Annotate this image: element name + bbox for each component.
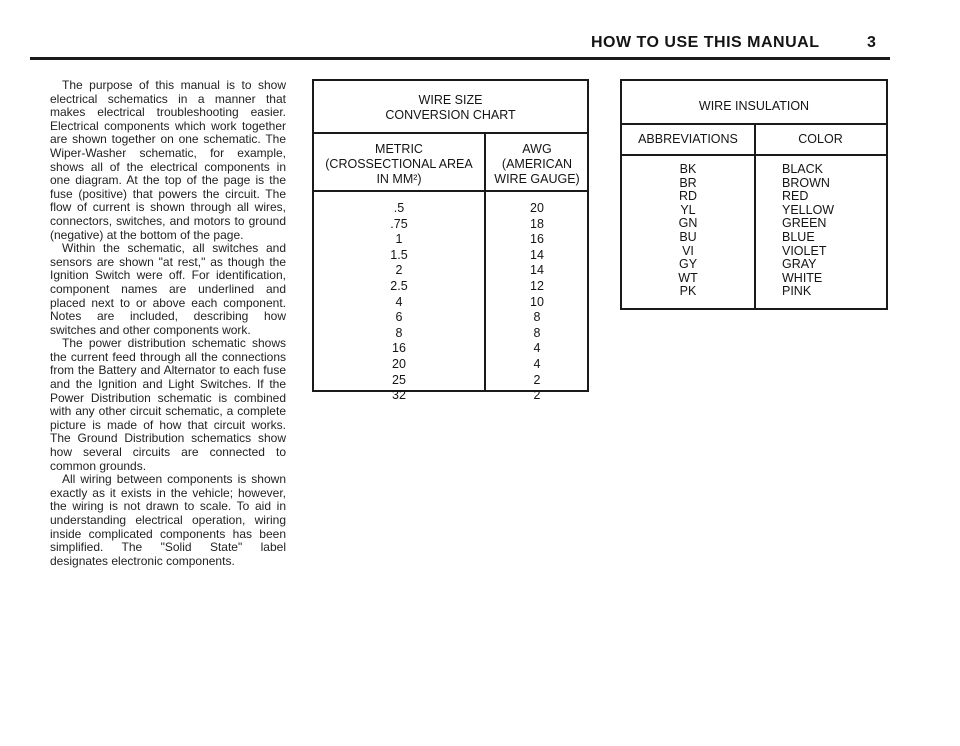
metric-cell: 4 [395, 294, 403, 309]
color-cell: PINK [782, 284, 812, 299]
table-row [622, 245, 886, 259]
abbreviation-cell: BU [679, 229, 697, 244]
table-row [314, 373, 587, 389]
awg-cell: 14 [530, 247, 544, 262]
table-row [622, 217, 886, 231]
color-cell: GRAY [782, 257, 817, 272]
header-line: (CROSSECTIONAL AREA [325, 157, 473, 171]
color-cell: RED [782, 189, 809, 204]
color-cell: BROWN [782, 175, 830, 190]
metric-cell: 2 [395, 263, 403, 278]
chart-title [314, 81, 587, 134]
abbreviation-cell: VI [682, 243, 694, 258]
table-row [314, 341, 587, 357]
color-cell: BLUE [782, 229, 815, 244]
metric-cell: .75 [390, 216, 408, 231]
awg-cell: 14 [530, 263, 544, 278]
wire-size-conversion-chart [312, 79, 589, 403]
table-row [314, 263, 587, 279]
table-row [622, 204, 886, 218]
metric-cell: 1 [395, 232, 403, 247]
chart-body [314, 201, 587, 404]
chart-title-line: CONVERSION CHART [385, 108, 516, 122]
abbreviation-cell: RD [678, 189, 698, 204]
color-cell: VIOLET [782, 243, 827, 258]
table-row [622, 190, 886, 204]
header-line: WIRE GAUGE) [494, 172, 580, 186]
color-cell: GREEN [782, 216, 827, 231]
metric-cell: 8 [395, 325, 403, 340]
awg-cell: 12 [530, 278, 544, 293]
metric-cell: .5 [393, 201, 405, 215]
table-row [314, 279, 587, 295]
page-title: HOW TO USE THIS MANUAL [591, 34, 820, 51]
metric-cell: 20 [392, 356, 406, 371]
chart-header-row [314, 134, 587, 192]
abbreviation-cell: GN [678, 216, 698, 231]
paragraph: Within the schematic, all switches and sensors are shown "at rest," as though the Ignition Switch were off. For identification, component names are underlined and placed next to or above each component. Notes are included, describing how switches and other components work. [50, 241, 286, 337]
abbreviations-column-header: ABBREVIATIONS [638, 132, 738, 146]
table-row [314, 326, 587, 342]
page-number: 3 [867, 34, 877, 51]
paragraph: All wiring between components is shown exactly as it exists in the vehicle; however, the wiring is not drawn to scale. To aid in understanding electrical operation, wiring inside complicated components has been simplified. The "Solid State" label designates electronic components. [50, 472, 286, 568]
color-cell: BLACK [782, 162, 823, 176]
awg-column-header [485, 142, 589, 187]
metric-cell: 16 [392, 341, 406, 356]
metric-cell: 25 [392, 372, 406, 387]
metric-cell: 6 [395, 310, 403, 325]
color-cell: YELLOW [782, 202, 835, 217]
table-row [622, 163, 886, 177]
table-row [314, 310, 587, 326]
table-row [314, 201, 587, 217]
abbreviation-cell: PK [679, 284, 697, 299]
chart-title-line: WIRE SIZE [418, 93, 483, 107]
body-text [50, 79, 286, 568]
metric-cell: 2.5 [390, 278, 408, 293]
color-column-header: COLOR [798, 132, 843, 146]
metric-column-header [314, 142, 484, 187]
awg-cell: 4 [533, 356, 541, 371]
awg-cell: 18 [530, 216, 544, 231]
table-row [314, 232, 587, 248]
paragraph: The power distribution schematic shows the current feed through all the connections from the Battery and Alternator to each fuse and the Ignition and Light Switches. If the Power Distribution schematic is combined with any other circuit schematic, a complete picture is made of how that circuit works. The Ground Distribution schematics show how several circuits are connected to common grounds. [50, 336, 286, 473]
table-row [314, 388, 587, 404]
table-row [622, 285, 886, 299]
chart-title: WIRE INSULATION [622, 81, 886, 125]
table-row [622, 272, 886, 286]
table-row [314, 295, 587, 311]
awg-cell: 20 [530, 201, 544, 215]
header-line: METRIC [375, 142, 423, 156]
header-line: IN MM²) [376, 172, 422, 186]
wire-insulation-chart [620, 79, 888, 310]
header-rule [30, 57, 890, 60]
abbreviation-cell: WT [678, 270, 698, 285]
header-line: AWG [522, 142, 552, 156]
awg-cell: 4 [533, 341, 541, 356]
metric-cell: 32 [392, 388, 406, 403]
page-header [591, 34, 911, 58]
abbreviation-cell: BK [679, 162, 697, 176]
chart-body [622, 163, 886, 299]
abbreviation-cell: GY [678, 257, 698, 272]
awg-cell: 8 [533, 310, 541, 325]
table-row [314, 217, 587, 233]
table-row [622, 177, 886, 191]
metric-cell: 1.5 [390, 247, 408, 262]
table-row [622, 231, 886, 245]
awg-cell: 2 [533, 372, 541, 387]
header-line: (AMERICAN [501, 157, 573, 171]
awg-cell: 8 [533, 325, 541, 340]
table-row [314, 248, 587, 264]
abbreviation-cell: BR [679, 175, 697, 190]
abbreviation-cell: YL [680, 202, 696, 217]
paragraph: The purpose of this manual is to show electrical schematics in a manner that makes electrical troubleshooting easier. Electrical components which work together are shown together on one schematic. The Wiper-Washer schematic, for example, shows all of the electrical components in one diagram. At the top of the page is the fuse (positive) that powers the circuit. The flow of current is shown through all wires, connectors, switches, and motors to ground (negative) at the bottom of the page. [50, 78, 286, 242]
awg-cell: 2 [533, 388, 541, 403]
awg-cell: 10 [530, 294, 544, 309]
table-row [622, 258, 886, 272]
awg-cell: 16 [530, 232, 544, 247]
table-row [314, 357, 587, 373]
color-cell: WHITE [782, 270, 823, 285]
